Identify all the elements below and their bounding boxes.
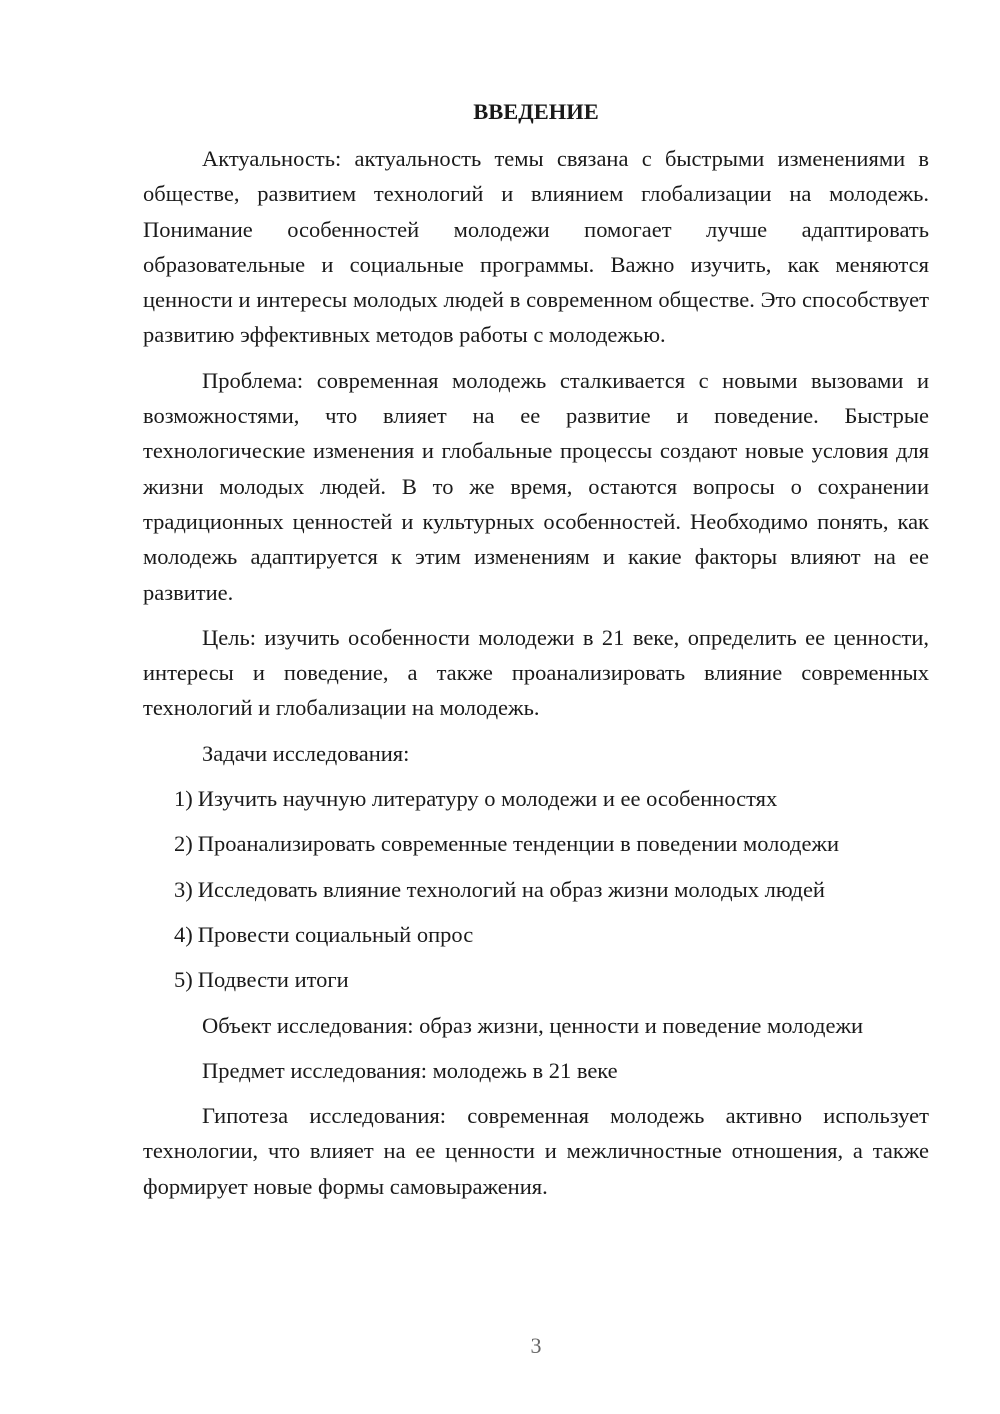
- list-item-text: Проанализировать современные тенденции в поведении молодежи: [197, 831, 840, 857]
- section-heading: ВВЕДЕНИЕ: [473, 99, 599, 124]
- tasks-list: [143, 781, 929, 997]
- list-item: [143, 917, 929, 952]
- list-item-text: Провести социальный опрос: [197, 921, 474, 947]
- list-item: [143, 872, 929, 907]
- tasks-title: Задачи исследования:: [202, 740, 410, 766]
- relevance-paragraph: Актуальность: актуальность темы связана с быстрыми изменениями в обществе, развитием технологий и влиянием глобализации на молодежь. Понимание особенностей молодежи помогает лучше адаптировать образовательные и социальные программы. Важно изучить, как меняются ценности и интересы молодых людей в современном обществе. Это способствует развитию эффективных методов работы с молодежью.: [143, 146, 929, 348]
- document-body: [143, 94, 929, 1214]
- list-item-text: Исследовать влияние технологий на образ жизни молодых людей: [197, 876, 825, 902]
- goal-paragraph: Цель: изучить особенности молодежи в 21 веке, определить ее ценности, интересы и поведение, а также проанализировать влияние современных технологий и глобализации на молодежь.: [143, 624, 929, 721]
- list-item: [143, 962, 929, 997]
- list-item-number: 4): [174, 921, 193, 947]
- list-item: [143, 826, 929, 861]
- object-paragraph: Объект исследования: образ жизни, ценности и поведение молодежи: [202, 1012, 864, 1038]
- page-number: 3: [530, 1333, 542, 1358]
- list-item-text: Подвести итоги: [197, 967, 349, 993]
- list-item: [143, 781, 929, 816]
- hypothesis-paragraph: Гипотеза исследования: современная молодежь активно использует технологии, что влияет на ее ценности и межличностные отношения, а также формирует новые формы самовыражения.: [143, 1103, 929, 1199]
- list-item-number: 5): [174, 967, 193, 993]
- list-item-number: 1): [174, 786, 193, 812]
- problem-paragraph: Проблема: современная молодежь сталкивается с новыми вызовами и возможностями, что влияет на ее развитие и поведение. Быстрые технологические изменения и глобальные процессы создают новые условия для жизни молодых людей. В то же время, остаются вопросы о сохранении традиционных ценностей и культурных особенностей. Необходимо понять, как молодежь адаптируется к этим изменениям и какие факторы влияют на ее развитие.: [143, 367, 929, 605]
- list-item-number: 2): [174, 831, 193, 857]
- subject-paragraph: Предмет исследования: молодежь в 21 веке: [202, 1057, 618, 1083]
- list-item-text: Изучить научную литературу о молодежи и ее особенностях: [197, 786, 778, 812]
- list-item-number: 3): [174, 876, 193, 902]
